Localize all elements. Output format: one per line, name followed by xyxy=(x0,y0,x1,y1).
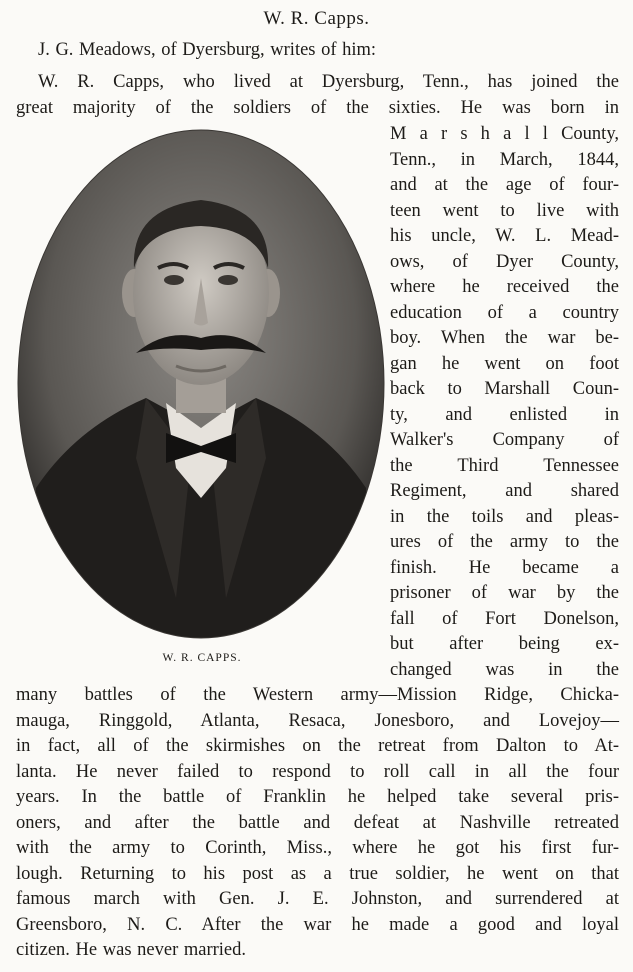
paragraph-line-bottom: lough. Returning to his post as a true soldier, he went on that xyxy=(16,863,619,884)
paragraph-line-right: where he received the xyxy=(390,277,619,297)
paragraph-line-right: teen went to live with xyxy=(390,200,619,221)
paragraph-line-right: boy. When the war be- xyxy=(390,328,619,348)
paragraph-line-right: education of a country xyxy=(390,302,619,323)
paragraph-line-right: changed was in the xyxy=(390,659,619,680)
intro-line: J. G. Meadows, of Dyersburg, writes of him: xyxy=(38,40,377,60)
paragraph-line-bottom-last: citizen. He was never married. xyxy=(16,940,247,960)
paragraph-line-right: Tenn., in March, 1844, xyxy=(390,149,619,170)
paragraph-line-right: back to Marshall Coun- xyxy=(390,379,619,399)
paragraph-line-right: but after being ex- xyxy=(390,634,619,654)
paragraph-line-top-1: W. R. Capps, who lived at Dyersburg, Tenn., has joined the xyxy=(38,72,619,92)
paragraph-line-top-2: great majority of the soldiers of the sixties. He was born in xyxy=(16,98,619,118)
paragraph-line-right: Regiment, and shared xyxy=(390,481,619,501)
paragraph-line-bottom: many battles of the Western army—Mission Ridge, Chicka- xyxy=(16,685,619,705)
paragraph-line-right: Walker's Company of xyxy=(390,430,619,450)
paragraph-line-bottom: Greensboro, N. C. After the war he made a good and loyal xyxy=(16,914,619,935)
paragraph-line-right: his uncle, W. L. Mead- xyxy=(390,226,619,246)
paragraph-line-right: prisoner of war by the xyxy=(390,583,619,603)
portrait-photo xyxy=(16,128,386,640)
paragraph-line-bottom: mauga, Ringgold, Atlanta, Resaca, Jonesboro, and Lovejoy— xyxy=(16,710,619,731)
paragraph-line-bottom: famous march with Gen. J. E. Johnston, and surrendered at xyxy=(16,889,619,909)
portrait-caption: W. R. CAPPS. xyxy=(162,652,242,664)
paragraph-line-right: and at the age of four- xyxy=(390,175,619,195)
paragraph-line-bottom: lanta. He never failed to respond to roll call in all the four xyxy=(16,761,619,782)
paragraph-line-right: ures of the army to the xyxy=(390,532,619,552)
paragraph-line-right: finish. He became a xyxy=(390,557,619,578)
article-title: W. R. Capps. xyxy=(263,8,370,29)
paragraph-line-bottom: years. In the battle of Franklin he helped take several pris- xyxy=(16,787,619,807)
paragraph-line-bottom: oners, and after the battle and defeat at Nashville retreated xyxy=(16,812,619,833)
paragraph-line-bottom: with the army to Corinth, Miss., where he got his first fur- xyxy=(16,838,619,858)
paragraph-line-right: the Third Tennessee xyxy=(390,455,619,476)
paragraph-line-bottom: in fact, all of the skirmishes on the retreat from Dalton to At- xyxy=(16,736,619,756)
paragraph-line-right: ty, and enlisted in xyxy=(390,404,619,425)
paragraph-line-right: gan he went on foot xyxy=(390,353,619,374)
paragraph-line-right: ows, of Dyer County, xyxy=(390,251,619,272)
paragraph-line-right: fall of Fort Donelson, xyxy=(390,608,619,629)
paragraph-line-right: M a r s h a l l County, xyxy=(390,124,619,144)
paragraph-line-right: in the toils and pleas- xyxy=(390,506,619,527)
